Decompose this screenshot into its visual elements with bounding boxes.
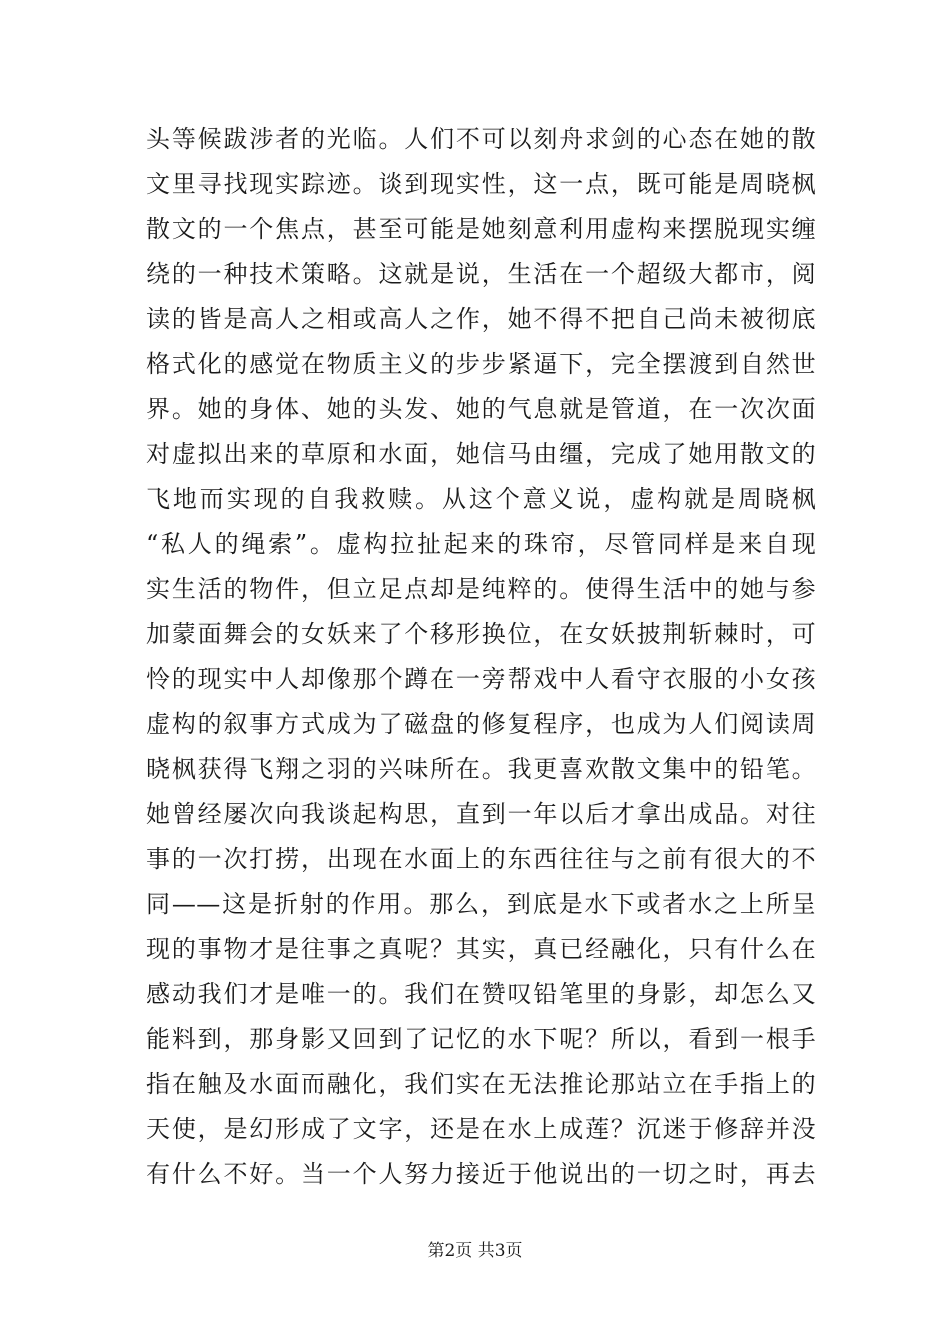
text-line: 晓枫获得飞翔之羽的兴味所在。我更喜欢散文集中的铅笔。 <box>146 755 816 783</box>
text-line: 指在触及水面而融化，我们实在无法推论那站立在手指上的 <box>146 1070 816 1098</box>
page-number-footer: 第2页 共3页 <box>427 1241 523 1261</box>
text-line: 现的事物才是往事之真呢？其实，真已经融化，只有什么在 <box>146 935 816 963</box>
text-line: 怜的现实中人却像那个蹲在一旁帮戏中人看守衣服的小女孩 <box>146 665 816 693</box>
text-line: 同——这是折射的作用。那么，到底是水下或者水之上所呈 <box>146 890 816 918</box>
text-line: 加蒙面舞会的女妖来了个移形换位，在女妖披荆斩棘时，可 <box>146 620 816 648</box>
text-line: 天使，是幻形成了文字，还是在水上成莲？沉迷于修辞并没 <box>146 1115 816 1143</box>
text-line: 实生活的物件，但立足点却是纯粹的。使得生活中的她与参 <box>146 575 816 603</box>
text-line: “私人的绳索”。虚构拉扯起来的珠帘，尽管同样是来自现 <box>146 530 816 558</box>
text-line: 事的一次打捞，出现在水面上的东西往往与之前有很大的不 <box>146 845 816 873</box>
text-line: 对虚拟出来的草原和水面，她信马由缰，完成了她用散文的 <box>146 440 816 468</box>
text-line: 格式化的感觉在物质主义的步步紧逼下，完全摆渡到自然世 <box>146 350 816 378</box>
text-line: 她曾经屡次向我谈起构思，直到一年以后才拿出成品。对往 <box>146 800 816 828</box>
text-line: 虚构的叙事方式成为了磁盘的修复程序，也成为人们阅读周 <box>146 710 816 738</box>
text-line: 飞地而实现的自我救赎。从这个意义说，虚构就是周晓枫 <box>146 485 816 513</box>
text-line: 文里寻找现实踪迹。谈到现实性，这一点，既可能是周晓枫 <box>146 170 816 198</box>
text-line: 绕的一种技术策略。这就是说，生活在一个超级大都市，阅 <box>146 260 816 288</box>
text-line: 头等候跋涉者的光临。人们不可以刻舟求剑的心态在她的散 <box>146 125 816 153</box>
text-line: 界。她的身体、她的头发、她的气息就是管道，在一次次面 <box>146 395 816 423</box>
text-line: 散文的一个焦点，甚至可能是她刻意利用虚构来摆脱现实缠 <box>146 215 816 243</box>
text-line: 有什么不好。当一个人努力接近于他说出的一切之时，再去 <box>146 1160 816 1188</box>
body-text <box>146 117 816 1197</box>
text-line: 能料到，那身影又回到了记忆的水下呢？所以，看到一根手 <box>146 1025 816 1053</box>
text-line: 感动我们才是唯一的。我们在赞叹铅笔里的身影，却怎么又 <box>146 980 816 1008</box>
text-line: 读的皆是高人之相或高人之作，她不得不把自己尚未被彻底 <box>146 305 816 333</box>
